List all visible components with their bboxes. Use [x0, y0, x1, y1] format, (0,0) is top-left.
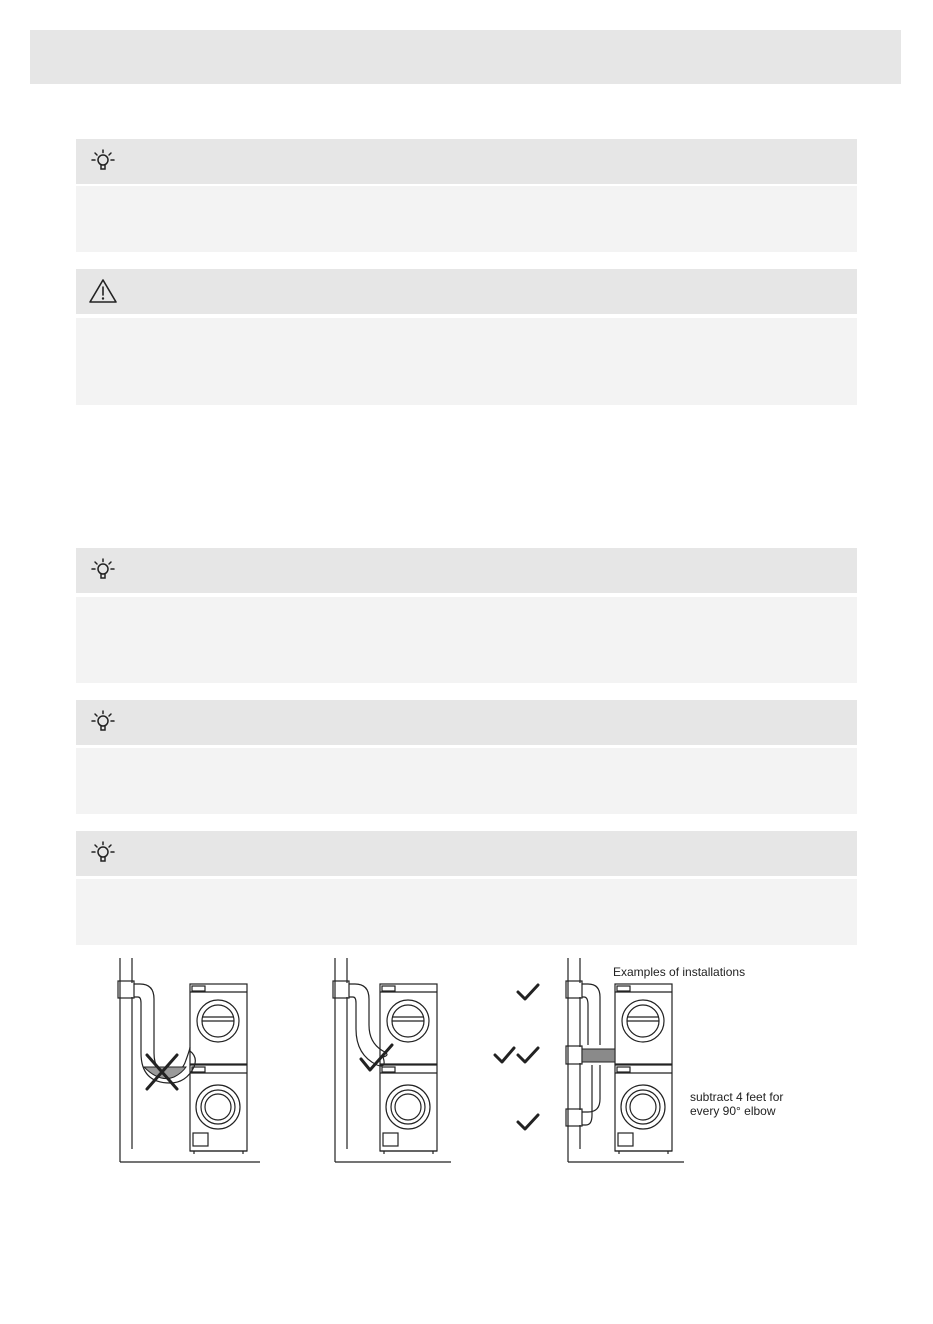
tip-note-header: [76, 831, 857, 876]
lightbulb-icon: [89, 839, 117, 867]
check-mark-icon: [515, 1112, 541, 1132]
examples-of-installations-caption: Examples of installations: [613, 965, 746, 979]
tip-note-header: [76, 139, 857, 184]
check-mark-icon: [515, 982, 541, 1002]
lightbulb-icon: [89, 708, 117, 736]
tip-note-header: [76, 548, 857, 593]
tip-note-body: [76, 186, 857, 252]
lightbulb-icon: [89, 556, 117, 584]
tip-note-header: [76, 700, 857, 745]
tip-note-body: [76, 879, 857, 945]
elbow-subtract-caption-line1: subtract 4 feet for: [690, 1090, 784, 1104]
tip-note-body: [76, 597, 857, 683]
correct-installation-illustration: [325, 955, 465, 1170]
warning-note-body: [76, 318, 857, 405]
lightbulb-icon: [89, 147, 117, 175]
warning-note-header: [76, 269, 857, 314]
double-check-mark-icon: [492, 1045, 542, 1065]
page-header-bar: [30, 30, 901, 84]
elbow-subtract-caption-line2: every 90° elbow: [690, 1104, 776, 1118]
warning-icon: [88, 277, 118, 305]
installation-examples-illustration: [560, 955, 695, 1170]
incorrect-installation-illustration: [110, 955, 270, 1170]
tip-note-body: [76, 748, 857, 814]
